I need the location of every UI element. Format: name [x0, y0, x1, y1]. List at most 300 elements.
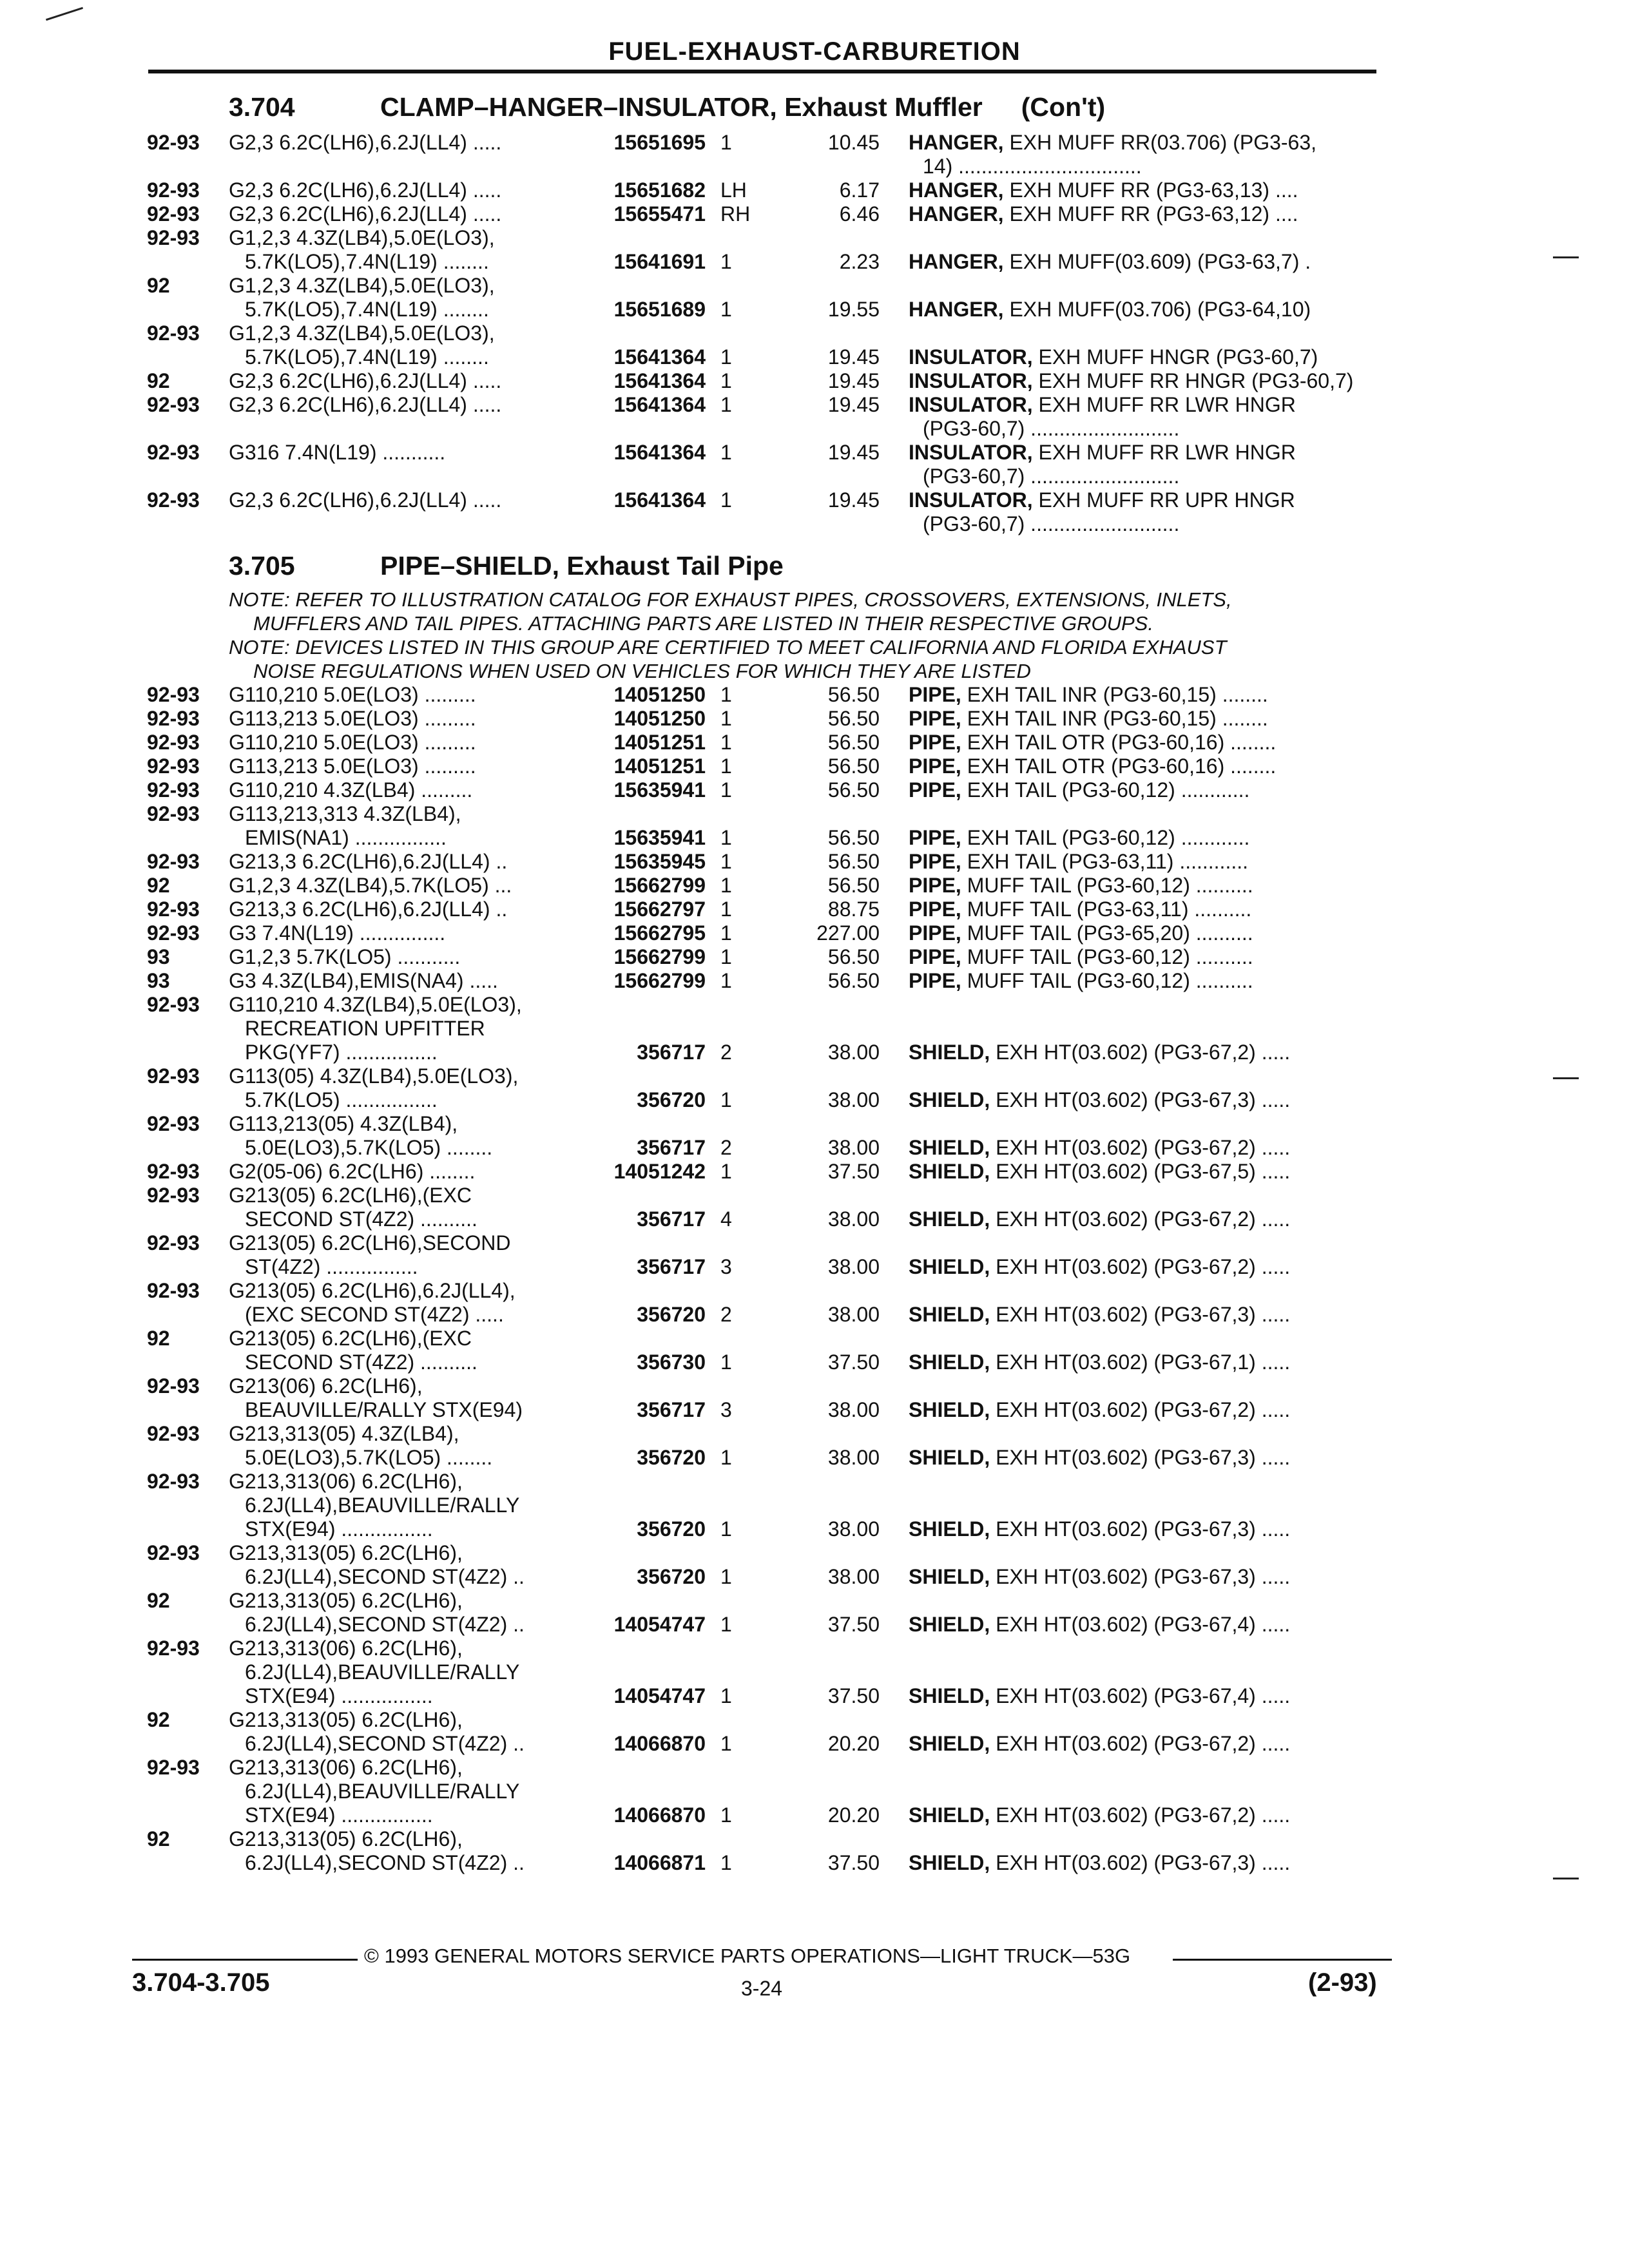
part-number: 15662795: [613, 921, 706, 945]
part-name: [909, 1255, 1385, 1279]
model-year: 92-93: [147, 898, 200, 921]
part-name-label: PIPE,: [909, 731, 961, 754]
part-name: [909, 1613, 1385, 1637]
vehicle-description: [229, 1422, 577, 1470]
part-name: [909, 369, 1385, 393]
part-name-label: INSULATOR,: [909, 488, 1033, 512]
part-detail: EXH MUFF RR (PG3-63,12) ....: [1009, 202, 1298, 226]
part-detail: EXH HT(03.602) (PG3-67,3) .....: [996, 1088, 1291, 1111]
model-year: 92: [147, 1589, 170, 1612]
description-line: G1,2,3 4.3Z(LB4),5.7K(LO5) ...: [229, 874, 512, 897]
description-line: G213(05) 6.2C(LH6),(EXC: [229, 1327, 472, 1350]
quantity: 1: [720, 731, 732, 754]
description-line: 5.7K(LO5),7.4N(L19) ........: [245, 250, 489, 273]
quantity: RH: [720, 202, 751, 226]
description-line: G110,210 4.3Z(LB4) .........: [229, 778, 473, 802]
part-name-label: SHIELD,: [909, 1303, 990, 1326]
description-line: G2,3 6.2C(LH6),6.2J(LL4) .....: [229, 393, 502, 416]
price: 19.55: [827, 298, 880, 321]
part-name-label: INSULATOR,: [909, 393, 1033, 416]
description-line: G113,213,313 4.3Z(LB4),: [229, 802, 461, 825]
price: 2.23: [839, 250, 880, 273]
model-year: 92-93: [147, 802, 200, 825]
quantity: 1: [720, 488, 732, 512]
part-detail: EXH HT(03.602) (PG3-67,5) .....: [996, 1160, 1291, 1183]
part-name: [909, 298, 1385, 322]
footer-rule-left: [132, 1959, 358, 1961]
quantity: 1: [720, 874, 732, 897]
vehicle-description: [229, 369, 577, 393]
part-detail: MUFF TAIL (PG3-60,12) ..........: [967, 969, 1253, 992]
part-detail: EXH HT(03.602) (PG3-67,4) .....: [996, 1613, 1291, 1636]
price: 56.50: [827, 945, 880, 968]
quantity: 1: [720, 131, 732, 154]
part-name-label: SHIELD,: [909, 1684, 990, 1707]
description-line: (EXC SECOND ST(4Z2) .....: [245, 1303, 504, 1326]
quantity: 1: [720, 250, 732, 273]
note-line: NOTE: DEVICES LISTED IN THIS GROUP ARE CERTIFIED TO MEET CALIFORNIA AND FLORIDA EXHAUST: [229, 636, 1227, 658]
part-detail: EXH HT(03.602) (PG3-67,3) .....: [996, 1565, 1291, 1588]
quantity: 1: [720, 1684, 732, 1707]
quantity: 3: [720, 1398, 732, 1421]
part-detail: EXH MUFF(03.706) (PG3-64,10): [1009, 298, 1311, 321]
model-year: 92-93: [147, 1279, 200, 1302]
quantity: 1: [720, 1803, 732, 1827]
price: 56.50: [827, 850, 880, 873]
part-name: [909, 1446, 1385, 1470]
part-number: 15635941: [613, 778, 706, 802]
quantity: 1: [720, 969, 732, 992]
part-name-label: PIPE,: [909, 850, 961, 873]
section-number: 3.705: [229, 551, 295, 581]
part-name: [909, 1041, 1385, 1064]
quantity: 1: [720, 393, 732, 416]
price: 38.00: [827, 1565, 880, 1588]
quantity: 1: [720, 1565, 732, 1588]
quantity: 1: [720, 369, 732, 392]
part-name: [909, 1088, 1385, 1112]
description-line: G113,213 5.0E(LO3) .........: [229, 707, 476, 730]
part-number: 15641364: [613, 345, 706, 369]
part-name-label: SHIELD,: [909, 1136, 990, 1159]
page-header: FUEL-EXHAUST-CARBURETION: [608, 37, 1021, 66]
vehicle-description: [229, 488, 577, 512]
footer-revision: (2-93): [1308, 1968, 1377, 1997]
description-line: G113(05) 4.3Z(LB4),5.0E(LO3),: [229, 1064, 519, 1088]
vehicle-description: [229, 1470, 577, 1541]
section-title: [229, 92, 1105, 122]
part-name: [909, 1303, 1385, 1327]
quantity: 1: [720, 754, 732, 778]
price: 56.50: [827, 826, 880, 849]
description-line: G213,313(05) 6.2C(LH6),: [229, 1541, 463, 1564]
vehicle-description: [229, 1541, 577, 1589]
part-number: 14066870: [613, 1803, 706, 1827]
part-name-label: HANGER,: [909, 202, 1004, 226]
part-name: [909, 1803, 1385, 1827]
part-name-label: HANGER,: [909, 298, 1004, 321]
part-detail: EXH MUFF HNGR (PG3-60,7): [1038, 345, 1318, 369]
part-detail: EXH HT(03.602) (PG3-67,2) .....: [996, 1207, 1291, 1231]
part-detail: MUFF TAIL (PG3-63,11) ..........: [967, 898, 1252, 921]
part-name-label: SHIELD,: [909, 1732, 990, 1755]
model-year: 92-93: [147, 921, 200, 945]
part-number: 15662799: [613, 969, 706, 992]
part-name-label: SHIELD,: [909, 1160, 990, 1183]
part-name-label: SHIELD,: [909, 1565, 990, 1588]
price: 19.45: [827, 369, 880, 392]
description-line: STX(E94) ................: [245, 1517, 433, 1541]
part-number: 14051242: [613, 1160, 706, 1183]
model-year: 92-93: [147, 178, 200, 202]
price: 38.00: [827, 1517, 880, 1541]
part-name: [909, 683, 1385, 707]
quantity: 1: [720, 1732, 732, 1755]
vehicle-description: [229, 1064, 577, 1112]
vehicle-description: [229, 1637, 577, 1708]
part-number: 14066871: [613, 1851, 706, 1874]
description-line: G316 7.4N(L19) ...........: [229, 441, 446, 464]
price: 88.75: [827, 898, 880, 921]
part-detail: MUFF TAIL (PG3-60,12) ..........: [967, 945, 1253, 968]
description-line: 6.2J(LL4),BEAUVILLE/RALLY: [245, 1660, 520, 1684]
model-year: 92-93: [147, 1231, 200, 1254]
part-name: [909, 1160, 1385, 1184]
part-number: 15651689: [613, 298, 706, 321]
description-line: G213,313(05) 6.2C(LH6),: [229, 1589, 463, 1612]
part-detail: EXH MUFF RR(03.706) (PG3-63,: [1009, 131, 1317, 154]
description-line: STX(E94) ................: [245, 1803, 433, 1827]
model-year: 92-93: [147, 778, 200, 802]
part-name-label: SHIELD,: [909, 1041, 990, 1064]
vehicle-description: [229, 731, 577, 754]
part-detail: EXH HT(03.602) (PG3-67,3) .....: [996, 1303, 1291, 1326]
part-name-label: HANGER,: [909, 178, 1004, 202]
part-name: [909, 1398, 1385, 1422]
vehicle-description: [229, 707, 577, 731]
price: 38.00: [827, 1446, 880, 1469]
description-line: G113,213 5.0E(LO3) .........: [229, 754, 476, 778]
quantity: 1: [720, 1851, 732, 1874]
part-name-label: PIPE,: [909, 826, 961, 849]
part-name-label: PIPE,: [909, 921, 961, 945]
part-number: 356717: [637, 1041, 706, 1064]
part-number: 356720: [637, 1517, 706, 1541]
description-line: G1,2,3 4.3Z(LB4),5.0E(LO3),: [229, 274, 495, 297]
vehicle-description: [229, 921, 577, 945]
part-number: 15635941: [613, 826, 706, 849]
price: 227.00: [816, 921, 880, 945]
part-detail: EXH TAIL OTR (PG3-60,16) ........: [967, 731, 1277, 754]
part-name: [909, 1684, 1385, 1708]
quantity: 1: [720, 826, 732, 849]
vehicle-description: [229, 1184, 577, 1231]
description-line: STX(E94) ................: [245, 1684, 433, 1707]
vehicle-description: [229, 969, 577, 993]
price: 56.50: [827, 754, 880, 778]
description-line: G110,210 5.0E(LO3) .........: [229, 683, 476, 706]
part-name-label: HANGER,: [909, 250, 1004, 273]
description-line: G3 7.4N(L19) ...............: [229, 921, 446, 945]
description-line: G2,3 6.2C(LH6),6.2J(LL4) .....: [229, 488, 502, 512]
model-year: 92-93: [147, 850, 200, 873]
part-name-label: SHIELD,: [909, 1803, 990, 1827]
part-detail: EXH TAIL (PG3-60,12) ............: [967, 826, 1250, 849]
part-detail: EXH HT(03.602) (PG3-67,1) .....: [996, 1350, 1291, 1374]
model-year: 92-93: [147, 441, 200, 464]
part-detail: EXH MUFF RR LWR HNGR: [1038, 393, 1296, 416]
part-number: 15635945: [613, 850, 706, 873]
quantity: 1: [720, 1160, 732, 1183]
price: 37.50: [827, 1684, 880, 1707]
description-line: G213,3 6.2C(LH6),6.2J(LL4) ..: [229, 850, 508, 873]
quantity: 1: [720, 1517, 732, 1541]
description-line: G2,3 6.2C(LH6),6.2J(LL4) .....: [229, 369, 502, 392]
part-detail: EXH TAIL INR (PG3-60,15) ........: [967, 707, 1268, 730]
model-year: 92-93: [147, 707, 200, 730]
price: 56.50: [827, 969, 880, 992]
part-name-label: PIPE,: [909, 707, 961, 730]
price: 56.50: [827, 778, 880, 802]
description-line: G213,313(05) 6.2C(LH6),: [229, 1708, 463, 1731]
model-year: 93: [147, 969, 170, 992]
part-name: [909, 488, 1385, 536]
quantity: 3: [720, 1255, 732, 1278]
model-year: 92-93: [147, 754, 200, 778]
part-name: [909, 1851, 1385, 1875]
part-name-label: PIPE,: [909, 683, 961, 706]
price: 19.45: [827, 488, 880, 512]
section-note: [229, 635, 1382, 683]
part-name-label: SHIELD,: [909, 1255, 990, 1278]
footer-section-range: 3.704-3.705: [132, 1968, 270, 1997]
quantity: 1: [720, 1350, 732, 1374]
vehicle-description: [229, 993, 577, 1064]
part-detail: EXH MUFF RR UPR HNGR: [1038, 488, 1295, 512]
price: 20.20: [827, 1803, 880, 1827]
part-detail: EXH TAIL OTR (PG3-60,16) ........: [967, 754, 1277, 778]
vehicle-description: [229, 1279, 577, 1327]
part-detail: EXH HT(03.602) (PG3-67,3) .....: [996, 1446, 1291, 1469]
description-line: G113,213(05) 4.3Z(LB4),: [229, 1112, 458, 1135]
footer-page-number: 3-24: [741, 1977, 783, 2000]
note-line: NOISE REGULATIONS WHEN USED ON VEHICLES FOR WHICH THEY ARE LISTED: [253, 660, 1031, 682]
price: 19.45: [827, 393, 880, 416]
part-name: [909, 731, 1385, 754]
part-number: 15651682: [613, 178, 706, 202]
part-name: [909, 1207, 1385, 1231]
model-year: 92-93: [147, 226, 200, 249]
quantity: 1: [720, 683, 732, 706]
part-number: 15641691: [613, 250, 706, 273]
header-rule: [148, 70, 1376, 73]
model-year: 92-93: [147, 1160, 200, 1183]
description-line: PKG(YF7) ................: [245, 1041, 438, 1064]
model-year: 92-93: [147, 393, 200, 416]
vehicle-description: [229, 683, 577, 707]
part-name: [909, 393, 1385, 441]
part-name-label: PIPE,: [909, 754, 961, 778]
vehicle-description: [229, 1827, 577, 1875]
description-line: G2,3 6.2C(LH6),6.2J(LL4) .....: [229, 178, 502, 202]
quantity: 1: [720, 345, 732, 369]
description-line: 5.7K(LO5),7.4N(L19) ........: [245, 298, 489, 321]
part-name-label: PIPE,: [909, 945, 961, 968]
vehicle-description: [229, 274, 577, 322]
description-line: 6.2J(LL4),SECOND ST(4Z2) ..: [245, 1732, 525, 1755]
vehicle-description: [229, 1112, 577, 1160]
description-line: G1,2,3 4.3Z(LB4),5.0E(LO3),: [229, 322, 495, 345]
model-year: 92-93: [147, 202, 200, 226]
part-number: 14066870: [613, 1732, 706, 1755]
description-line: G110,210 5.0E(LO3) .........: [229, 731, 476, 754]
price: 37.50: [827, 1160, 880, 1183]
model-year: 92-93: [147, 1422, 200, 1445]
part-name: [909, 1732, 1385, 1756]
part-number: 356717: [637, 1255, 706, 1278]
description-line: G3 4.3Z(LB4),EMIS(NA4) .....: [229, 969, 498, 992]
part-name: [909, 250, 1385, 274]
vehicle-description: [229, 802, 577, 850]
part-name-label: INSULATOR,: [909, 369, 1033, 392]
model-year: 92-93: [147, 131, 200, 154]
part-detail: EXH TAIL (PG3-63,11) ............: [967, 850, 1248, 873]
section-title: [229, 551, 822, 581]
price: 37.50: [827, 1613, 880, 1636]
part-name-label: SHIELD,: [909, 1398, 990, 1421]
part-name: [909, 826, 1385, 850]
description-line: G213,3 6.2C(LH6),6.2J(LL4) ..: [229, 898, 508, 921]
quantity: 1: [720, 441, 732, 464]
part-detail: EXH HT(03.602) (PG3-67,2) .....: [996, 1803, 1291, 1827]
model-year: 92-93: [147, 1112, 200, 1135]
description-line: 5.0E(LO3),5.7K(LO5) ........: [245, 1446, 493, 1469]
vehicle-description: [229, 754, 577, 778]
description-line: 6.2J(LL4),BEAUVILLE/RALLY: [245, 1780, 520, 1803]
description-line: 5.7K(LO5) ................: [245, 1088, 438, 1111]
part-name: [909, 202, 1385, 226]
quantity: 2: [720, 1136, 732, 1159]
part-name-label: HANGER,: [909, 131, 1004, 154]
part-name: [909, 778, 1385, 802]
quantity: 1: [720, 1446, 732, 1469]
section-heading: CLAMP–HANGER–INSULATOR, Exhaust Muffler: [380, 92, 983, 122]
model-year: 92-93: [147, 1541, 200, 1564]
part-number: 14054747: [613, 1684, 706, 1707]
vehicle-description: [229, 226, 577, 274]
section-suffix: (Con't): [1021, 92, 1106, 122]
description-line: 6.2J(LL4),BEAUVILLE/RALLY: [245, 1494, 520, 1517]
section-number: 3.704: [229, 92, 295, 122]
description-line: 5.7K(LO5),7.4N(L19) ........: [245, 345, 489, 369]
vehicle-description: [229, 1708, 577, 1756]
part-number: 356720: [637, 1088, 706, 1111]
part-name-label: SHIELD,: [909, 1207, 990, 1231]
section-note: [229, 588, 1382, 635]
description-line: G213(06) 6.2C(LH6),: [229, 1374, 423, 1398]
part-number: 356717: [637, 1398, 706, 1421]
description-line: 6.2J(LL4),SECOND ST(4Z2) ..: [245, 1565, 525, 1588]
quantity: 2: [720, 1303, 732, 1326]
price: 56.50: [827, 731, 880, 754]
model-year: 92: [147, 369, 170, 392]
part-name-label: INSULATOR,: [909, 345, 1033, 369]
price: 38.00: [827, 1303, 880, 1326]
part-number: 15662797: [613, 898, 706, 921]
part-name: [909, 345, 1385, 369]
price: 37.50: [827, 1851, 880, 1874]
part-number: 356717: [637, 1136, 706, 1159]
part-detail: EXH HT(03.602) (PG3-67,3) .....: [996, 1851, 1291, 1874]
vehicle-description: [229, 322, 577, 369]
quantity: 1: [720, 945, 732, 968]
part-detail: EXH HT(03.602) (PG3-67,4) .....: [996, 1684, 1291, 1707]
description-line: 5.0E(LO3),5.7K(LO5) ........: [245, 1136, 493, 1159]
price: 20.20: [827, 1732, 880, 1755]
price: 10.45: [827, 131, 880, 154]
model-year: 92: [147, 274, 170, 297]
part-detail: EXH TAIL INR (PG3-60,15) ........: [967, 683, 1268, 706]
part-name-label: SHIELD,: [909, 1446, 990, 1469]
vehicle-description: [229, 202, 577, 226]
model-year: 92-93: [147, 993, 200, 1016]
part-name: [909, 1350, 1385, 1374]
vehicle-description: [229, 874, 577, 898]
part-number: 15641364: [613, 441, 706, 464]
vehicle-description: [229, 898, 577, 921]
part-detail: EXH HT(03.602) (PG3-67,2) .....: [996, 1041, 1291, 1064]
part-detail: EXH MUFF RR (PG3-63,13) ....: [1009, 178, 1298, 202]
margin-mark: [1553, 1077, 1579, 1079]
section-heading: PIPE–SHIELD, Exhaust Tail Pipe: [380, 551, 784, 581]
part-number: 356720: [637, 1303, 706, 1326]
price: 19.45: [827, 441, 880, 464]
part-name-label: SHIELD,: [909, 1851, 990, 1874]
quantity: 1: [720, 898, 732, 921]
description-line: G213(05) 6.2C(LH6),SECOND: [229, 1231, 511, 1254]
part-detail: EXH HT(03.602) (PG3-67,2) .....: [996, 1136, 1291, 1159]
part-name-label: SHIELD,: [909, 1613, 990, 1636]
model-year: 92-93: [147, 1470, 200, 1493]
quantity: 1: [720, 1613, 732, 1636]
part-name: [909, 754, 1385, 778]
price: 38.00: [827, 1207, 880, 1231]
part-detail: EXH HT(03.602) (PG3-67,2) .....: [996, 1732, 1291, 1755]
quantity: 1: [720, 850, 732, 873]
vehicle-description: [229, 778, 577, 802]
vehicle-description: [229, 441, 577, 465]
note-line: MUFFLERS AND TAIL PIPES. ATTACHING PARTS ARE LISTED IN THEIR RESPECTIVE GROUPS.: [253, 612, 1153, 635]
vehicle-description: [229, 131, 577, 155]
part-name: [909, 1136, 1385, 1160]
quantity: 1: [720, 707, 732, 730]
part-detail: (PG3-60,7) ..........................: [923, 417, 1180, 440]
part-detail: EXH HT(03.602) (PG3-67,2) .....: [996, 1398, 1291, 1421]
description-line: G2,3 6.2C(LH6),6.2J(LL4) .....: [229, 131, 502, 154]
price: 6.46: [839, 202, 880, 226]
description-line: G1,2,3 5.7K(LO5) ...........: [229, 945, 461, 968]
description-line: G213,313(05) 6.2C(LH6),: [229, 1827, 463, 1850]
part-number: 15662799: [613, 945, 706, 968]
model-year: 92-93: [147, 1064, 200, 1088]
part-name: [909, 1517, 1385, 1541]
quantity: 2: [720, 1041, 732, 1064]
price: 38.00: [827, 1136, 880, 1159]
part-number: 14051251: [613, 731, 706, 754]
model-year: 92: [147, 1327, 170, 1350]
part-name: [909, 898, 1385, 921]
quantity: 1: [720, 298, 732, 321]
